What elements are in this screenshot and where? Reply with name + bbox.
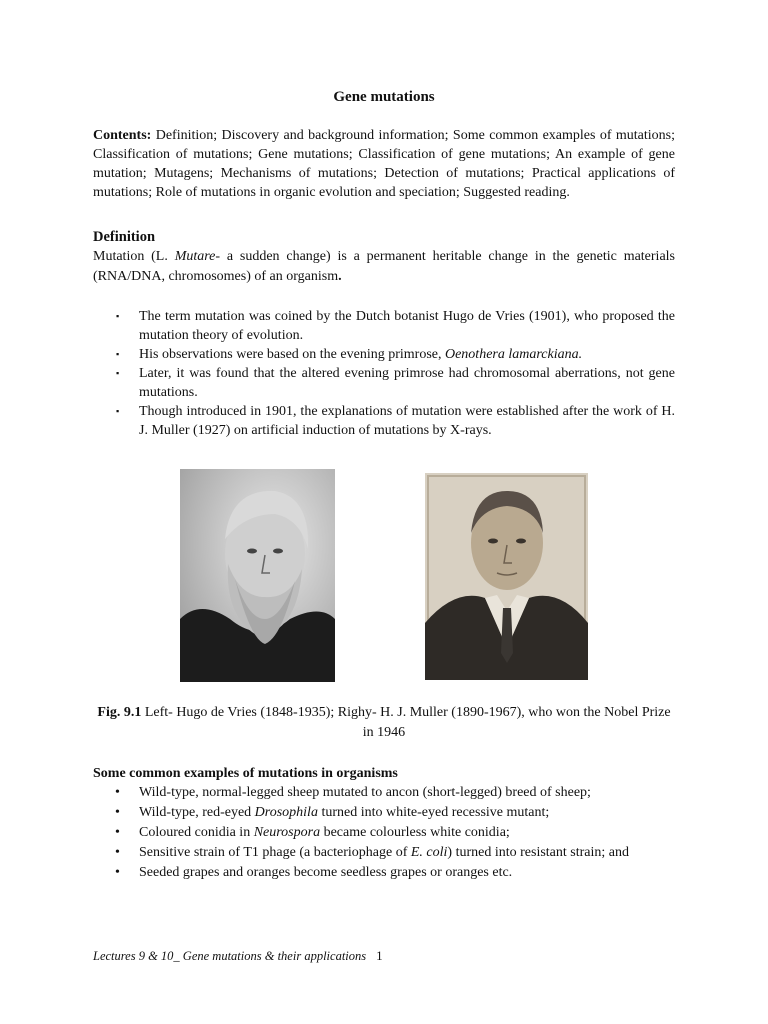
bullet-marker: •	[115, 805, 120, 820]
definition-bullet-list	[93, 307, 675, 440]
page-footer	[93, 946, 383, 966]
definition-paragraph	[93, 247, 675, 287]
bullet-marker: ▪	[116, 311, 120, 321]
bullet-text: His observations were based on the evening primrose,	[139, 347, 445, 362]
figure-caption-text: Left- Hugo de Vries (1848-1935); Righy- H. J. Muller (1890-1967), who won the Nobel Prize in 1946	[141, 705, 671, 740]
example-text: Seeded grapes and oranges become seedless grapes or oranges etc.	[139, 865, 513, 880]
definition-heading: Definition	[93, 229, 156, 245]
list-item	[93, 843, 675, 863]
list-item	[93, 364, 675, 402]
list-item	[93, 823, 675, 843]
page-number: 1	[376, 948, 383, 963]
bullet-marker: •	[115, 825, 120, 840]
hj-muller-photo	[425, 473, 588, 680]
bullet-marker: •	[115, 845, 120, 860]
contents-label: Contents:	[93, 128, 152, 143]
bullet-marker: •	[115, 785, 120, 800]
example-text: became colourless white conidia;	[320, 825, 510, 840]
definition-term: Mutare-	[174, 249, 221, 264]
species-name: Neurospora	[253, 825, 321, 840]
definition-text-2: a sudden change) is a permanent heritable change in the genetic materials (RNA/DNA, chromosomes) of an organism	[93, 249, 676, 284]
figure-caption	[93, 703, 675, 743]
footer-text: Lectures 9 & 10_ Gene mutations & their applications	[93, 949, 367, 963]
list-item	[93, 863, 675, 883]
example-text: ) turned into resistant strain; and	[447, 845, 629, 860]
list-item	[93, 783, 675, 803]
list-item	[93, 803, 675, 823]
examples-heading: Some common examples of mutations in organisms	[93, 766, 398, 781]
species-name: E. coli	[410, 845, 448, 860]
page-title: Gene mutations	[333, 89, 435, 105]
bullet-text: The term mutation was coined by the Dutch botanist Hugo de Vries (1901), who proposed the mutation theory of evolution.	[139, 309, 675, 343]
contents-paragraph	[93, 126, 675, 202]
bullet-text: Later, it was found that the altered evening primrose had chromosomal aberrations, not gene mutations.	[139, 366, 675, 400]
species-name: Oenothera lamarckiana.	[444, 347, 583, 362]
examples-list	[93, 783, 675, 883]
bullet-marker: ▪	[116, 368, 120, 378]
contents-text: Definition; Discovery and background information; Some common examples of mutations; Classification of mutations; Gene mutations; Classification of gene mutations; An example of gene mutation; Mutagens; Mechanisms of mutations; Detection of mutations; Practical applications of mutations; Role of mutations in organic evolution and speciation; Suggested reading.	[93, 128, 675, 200]
bullet-marker: ▪	[116, 349, 120, 359]
bullet-marker: •	[115, 865, 120, 880]
example-text: Sensitive strain of T1 phage (a bacteriophage of	[139, 845, 411, 860]
figure-label: Fig. 9.1	[97, 705, 142, 720]
list-item	[93, 345, 675, 364]
bullet-marker: ▪	[116, 406, 120, 416]
definition-text-1: Mutation (L.	[93, 249, 175, 264]
example-text: turned into white-eyed recessive mutant;	[317, 805, 550, 820]
list-item	[93, 402, 675, 440]
example-text: Coloured conidia in	[139, 825, 254, 840]
species-name: Drosophila	[254, 805, 318, 820]
hugo-de-vries-photo	[180, 469, 335, 682]
example-text: Wild-type, red-eyed	[139, 805, 255, 820]
example-text: Wild-type, normal-legged sheep mutated to ancon (short-legged) breed of sheep;	[139, 785, 591, 800]
list-item	[93, 307, 675, 345]
bullet-text: Though introduced in 1901, the explanations of mutation were established after the work of H. J. Muller (1927) on artificial induction of mutations by X-rays.	[139, 404, 675, 438]
definition-period: .	[338, 269, 342, 284]
